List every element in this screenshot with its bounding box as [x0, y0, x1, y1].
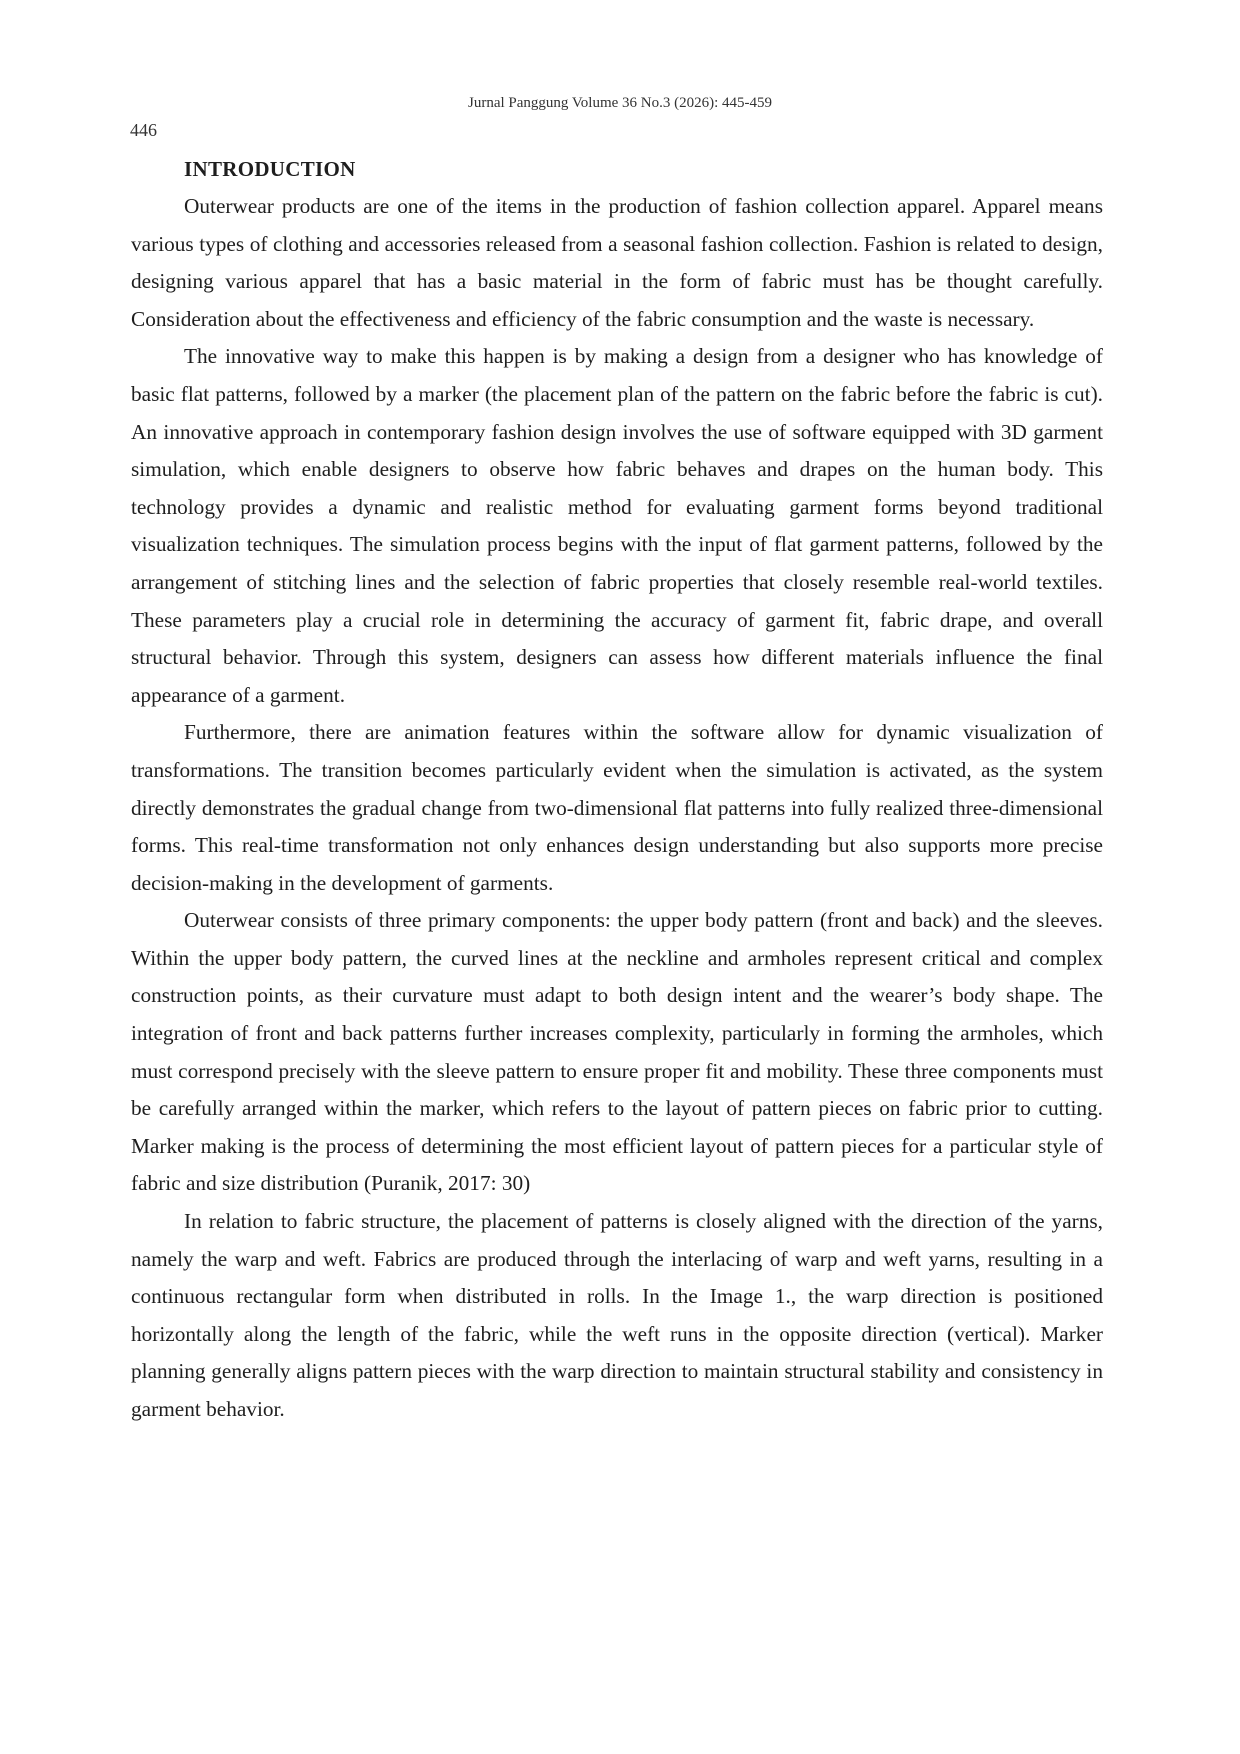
article-body — [131, 154, 1103, 1429]
paragraph: In relation to fabric structure, the placement of patterns is closely aligned with the direction of the yarns, namely the warp and weft. Fabrics are produced through the interlacing of warp and weft yarns, resulting in a continuous rectangular form when distributed in rolls. In the Image 1., the warp direction is positioned horizontally along the length of the fabric, while the weft runs in the opposite direction (vertical). Marker planning generally aligns pattern pieces with the warp direction to maintain structural stability and consistency in garment behavior. — [131, 1209, 1103, 1421]
page-number: 446 — [130, 120, 157, 140]
paragraph: Outerwear products are one of the items in the production of fashion collection apparel. Apparel means various types of clothing and accessories released from a seasonal fashion collection. Fashion is related to design, designing various apparel that has a basic material in the form of fabric must has be thought carefully. Consideration about the effectiveness and efficiency of the fabric consumption and the waste is necessary. — [131, 194, 1103, 331]
paragraph: Furthermore, there are animation features within the software allow for dynamic visualization of transformations. The transition becomes particularly evident when the simulation is activated, as the system directly demonstrates the gradual change from two-dimensional flat patterns into fully realized three-dimensional forms. This real-time transformation not only enhances design understanding but also supports more precise decision-making in the development of garments. — [131, 720, 1103, 895]
paragraph: Outerwear consists of three primary components: the upper body pattern (front and back) and the sleeves. Within the upper body pattern, the curved lines at the neckline and armholes represent critical and complex construction points, as their curvature must adapt to both design intent and the wearer’s body shape. The integration of front and back patterns further increases complexity, particularly in forming the armholes, which must correspond precisely with the sleeve pattern to ensure proper fit and mobility. These three components must be carefully arranged within the marker, which refers to the layout of pattern pieces on fabric prior to cutting. Marker making is the process of determining the most efficient layout of pattern pieces for a particular style of fabric and size distribution (Puranik, 2017: 30) — [131, 908, 1103, 1196]
paragraph: The innovative way to make this happen is by making a design from a designer who has knowledge of basic flat patterns, followed by a marker (the placement plan of the pattern on the fabric before the fabric is cut). An innovative approach in contemporary fashion design involves the use of software equipped with 3D garment simulation, which enable designers to observe how fabric behaves and drapes on the human body. This technology provides a dynamic and realistic method for evaluating garment forms beyond traditional visualization techniques. The simulation process begins with the input of flat garment patterns, followed by the arrangement of stitching lines and the selection of fabric properties that closely resemble real-world textiles. These parameters play a crucial role in determining the accuracy of garment fit, fabric drape, and overall structural behavior. Through this system, designers can assess how different materials influence the final appearance of a garment. — [131, 344, 1103, 707]
running-header: Jurnal Panggung Volume 36 No.3 (2026): 445-459 — [467, 95, 772, 111]
section-heading: INTRODUCTION — [184, 157, 356, 181]
